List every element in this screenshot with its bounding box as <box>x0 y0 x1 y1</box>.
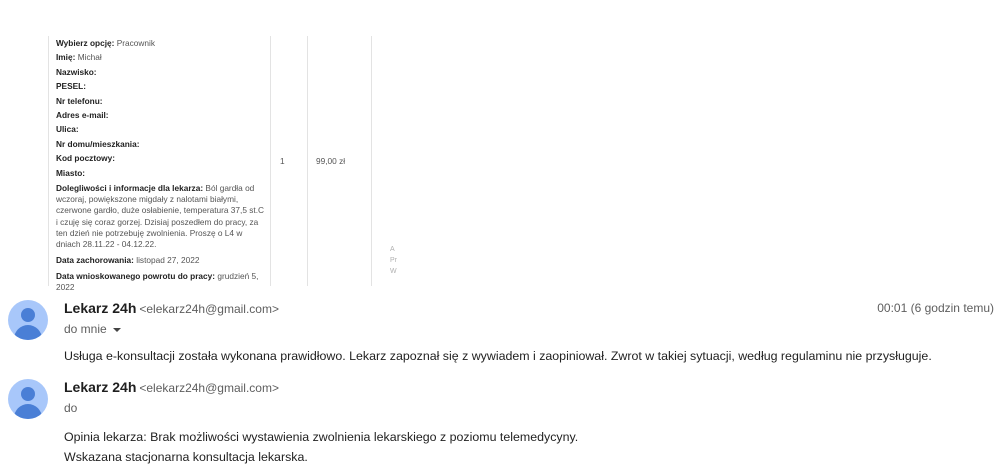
table-border <box>307 36 308 286</box>
sender-info <box>64 300 279 318</box>
illness-date-field: Data zachorowania: listopad 27, 2022 <box>56 255 200 266</box>
complaints-field: Dolegliwości i informacje dla lekarza: Ból gardła od wczoraj, powiększone migdały z nalotami białymi, czerwone gardło, duże osłabienie, temperatura 37,5 st.C i czuję się coraz gorzej. Dzisiaj poszedłem do pracy, za ten dzień nie potrzebuję zwolnienia. Proszę o L4 w dniach 28.11.22 - 04.12.22. <box>56 183 265 250</box>
recipient-label: do mnie <box>64 322 107 336</box>
person-avatar-icon[interactable] <box>8 379 48 419</box>
order-quantity: 1 <box>280 156 285 166</box>
order-field: Miasto: <box>56 167 86 178</box>
table-border <box>48 36 49 286</box>
order-field: Kod pocztowy: <box>56 153 115 164</box>
order-details-cell <box>56 36 264 296</box>
recipient-details-toggle[interactable] <box>64 322 121 336</box>
table-border <box>270 36 271 286</box>
order-field: PESEL: <box>56 81 86 92</box>
table-border <box>371 36 372 286</box>
order-field: Nr telefonu: <box>56 95 103 106</box>
truncated-text: A Pr W <box>390 246 397 275</box>
recipient-label: do <box>64 401 78 415</box>
sender-name[interactable]: Lekarz 24h <box>64 379 137 395</box>
sender-name[interactable]: Lekarz 24h <box>64 300 137 316</box>
order-price: 99,00 zł <box>316 156 346 166</box>
sender-info <box>64 379 279 397</box>
quoted-order-table <box>0 36 372 292</box>
order-field: Wybierz opcję: Pracownik <box>56 38 155 48</box>
chevron-down-icon[interactable] <box>113 328 121 332</box>
sender-email: <elekarz24h@gmail.com> <box>139 381 279 395</box>
message-time: 00:01 (6 godzin temu) <box>877 301 994 315</box>
order-field: Imię: Michał <box>56 52 102 63</box>
recipient-details-toggle[interactable] <box>64 401 77 415</box>
sender-email: <elekarz24h@gmail.com> <box>139 302 279 316</box>
order-field: Ulica: <box>56 124 79 135</box>
person-avatar-icon[interactable] <box>8 300 48 340</box>
order-field: Nr domu/mieszkania: <box>56 138 140 149</box>
message-body: Usługa e-konsultacji została wykonana prawidłowo. Lekarz zapoznał się z wywiadem i zaopiniował. Zwrot w takiej sytuacji, według regulaminu nie przysługuje. <box>64 349 932 363</box>
order-field: Nazwisko: <box>56 66 97 77</box>
order-field: Adres e-mail: <box>56 110 109 121</box>
message-body: Opinia lekarza: Brak możliwości wystawienia zwolnienia lekarskiego z poziomu telemedycyny. Wskazana stacjonarna konsultacja lekarska. <box>64 430 579 464</box>
return-date-field: Data wnioskowanego powrotu do pracy: grudzień 5, 2022 <box>56 270 259 292</box>
